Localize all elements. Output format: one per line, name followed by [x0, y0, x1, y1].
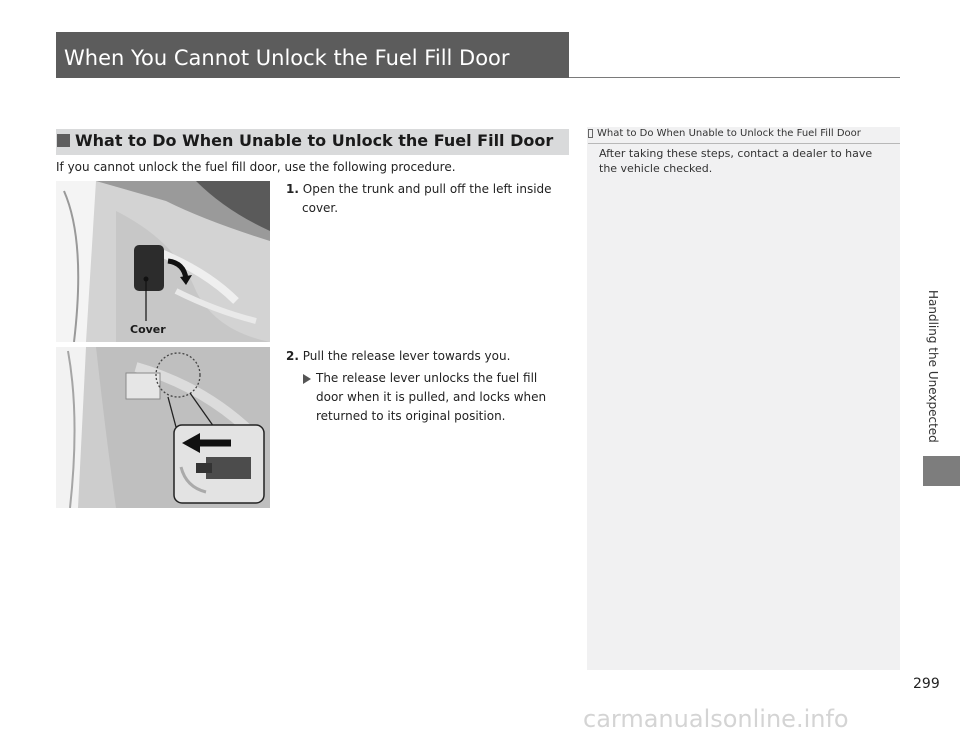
step-text-line: Open the trunk and pull off the left inside: [302, 182, 552, 196]
trunk-cover-illustration: [56, 181, 270, 342]
step-text-line: cover.: [302, 201, 339, 215]
step-2-result: [302, 369, 546, 426]
trunk-cover-figure: [56, 181, 270, 342]
release-lever-illustration: [56, 347, 270, 508]
result-line: door when it is pulled, and locks when: [316, 390, 547, 404]
note-line: After taking these steps, contact a dealer to have: [599, 147, 873, 160]
sidebar-rule: [588, 143, 900, 144]
page-number: 299: [913, 676, 940, 692]
sidebar-note-body: [599, 146, 889, 176]
step-number: 2.: [286, 349, 299, 363]
section-square-icon: [57, 134, 70, 147]
sidebar-note-panel: [587, 127, 900, 670]
chapter-tab-label: Handling the Unexpected: [926, 290, 940, 443]
result-line: The release lever unlocks the fuel fill: [316, 371, 538, 385]
step-2: [286, 347, 510, 366]
step-text-line: Pull the release lever towards you.: [302, 349, 511, 363]
footer-watermark: carmanualsonline.info: [583, 705, 849, 733]
step-number: 1.: [286, 182, 299, 196]
step-1: [286, 180, 552, 218]
intro-text: If you cannot unlock the fuel fill door, use the following procedure.: [56, 160, 456, 174]
release-lever-figure: [56, 347, 270, 508]
section-heading: What to Do When Unable to Unlock the Fuel Fill Door: [75, 131, 554, 150]
result-line: returned to its original position.: [316, 409, 506, 423]
title-rule: [569, 77, 900, 78]
sidebar-note-heading: What to Do When Unable to Unlock the Fuel Fill Door: [597, 128, 861, 139]
page-title: When You Cannot Unlock the Fuel Fill Door: [64, 46, 510, 70]
cover-label: Cover: [130, 323, 166, 336]
note-line: the vehicle checked.: [599, 162, 713, 175]
chapter-tab-marker: [923, 456, 960, 486]
